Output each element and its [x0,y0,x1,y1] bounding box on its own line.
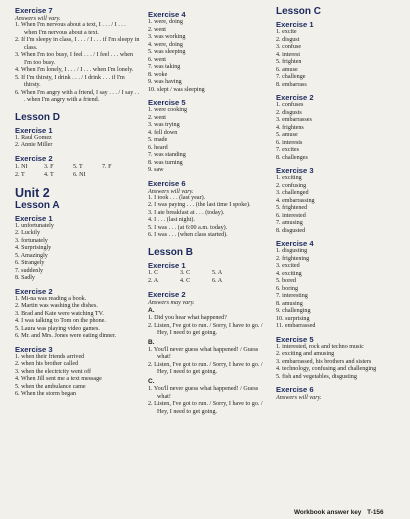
answer-item: 2. Listen, I've got to run. / Sorry, I have to go. / Hey, I need to get going. [148,361,263,376]
answer-item: 8. woke [148,71,168,78]
exercise-heading: Exercise 2 [15,153,53,163]
answer-item: 1. NI [15,163,28,170]
exercise-heading: Exercise 2 [276,93,314,102]
answer-item: 5. I was . . . (at 6:00 a.m. today). [148,224,228,231]
answer-item: 7. was standing [148,152,186,158]
answer-item: 5. Amazingly [15,252,48,259]
exercise-heading: Exercise 1 [276,20,314,29]
answer-item: 6. interests [276,139,303,146]
answer-item: 2. frightening [276,255,310,262]
answer-item: 5. A [212,269,223,276]
answer-item: 5. was sleeping [148,49,186,55]
answer-item: 3. was working [148,34,186,40]
answer-item: 2. confusing [276,182,307,189]
answer-item: 1. interested, rock and techno music [276,343,364,350]
exercise-heading: Exercise 4 [276,239,314,248]
exercise-heading: Exercise 5 [148,98,186,107]
answer-item: 4. I . . . (last night). [148,217,195,224]
answer-item: 2. Listen, I've got to run. / Sorry, I have to go. / Hey, I need to get going. [148,401,263,415]
answer-item: 6. NI [73,171,86,178]
answer-item: 9. challenging [276,308,311,314]
answer-item: 8. disgusted [276,227,306,234]
answer-item: 1. were cooking [148,107,188,113]
answer-item: 7. F [102,163,112,170]
answer-item: 1. confuses [276,102,304,108]
answer-item: 6. interested [276,212,306,219]
exercise-heading: Exercise 5 [276,334,314,344]
answer-item: 1. were, doing [148,19,183,25]
answer-item: 4. exciting [276,270,302,277]
exercise-heading: Exercise 4 [148,10,186,19]
answer-item: 4. When Jill sent me a text message [15,376,102,383]
answer-item: 6. amuse [276,66,298,73]
answer-item: 4. T [44,171,54,178]
answer-item: 2. Martin was washing the dishes. [15,303,98,310]
answer-item: 4. C [180,277,191,284]
exercise-heading: Exercise 2 [15,286,53,296]
unit-heading: Unit 2 [15,185,50,200]
answer-item: 9. saw [148,167,164,173]
lesson-heading: Lesson B [148,246,194,258]
exercise-heading: Exercise 6 [276,385,314,394]
answer-item: 1. Did you hear what happened? [148,314,227,321]
answer-item: 6. When the storm began [15,391,76,398]
answer-item: 1. exciting [276,175,302,181]
answer-item: 10. slept / was sleeping [148,86,205,93]
answer-item: 4. I was talking to Tom on the phone. [15,318,106,325]
answer-item: 4. Surprisingly [15,245,52,252]
answer-item: 5. frightened [276,205,308,211]
footer-label: Workbook answer key [294,509,362,516]
answer-item: 1. You'll never guess what happened! / Guess what! [148,386,259,400]
answer-item: 5. amuse [276,132,298,138]
answer-item: 6. heard [148,144,168,151]
answer-grid [148,270,244,286]
answer-item: 1. Raul Gomez [15,134,52,141]
answer-item: 6. Mr. and Mrs. Jones were eating dinner. [15,333,117,340]
answer-item: 6. A [212,277,223,284]
answer-item: 7. was taking [148,64,181,70]
answer-item: 5. bored [276,278,296,284]
answer-item: 1. when their friends arrived [15,353,85,360]
answer-item: 8. challenges [276,154,308,161]
answer-item: 2. went [148,26,166,33]
answer-item: 2. Annie Miller [15,142,53,149]
answer-item: 2. I was paying . . . (the last time I spoke). [148,202,251,209]
answer-item: 3. was trying [148,122,180,128]
answer-item: 9. was having [148,79,182,85]
answer-item: 3. confuse [276,44,302,50]
answer-column-3 [276,4,406,401]
lesson-heading: Lesson C [276,6,322,17]
lesson-heading: Lesson A [15,199,60,211]
answer-row [15,163,140,171]
answer-item: 1. excite [276,29,297,35]
answer-item: 7. challenge [276,74,306,80]
answer-item: 10. surprising [276,315,310,322]
answer-item: 3. fortunately [15,237,48,244]
answer-item: 5. fish and vegetables, disgusting [276,373,357,380]
answer-item: 2. disgust [276,36,300,43]
answer-item: 6. I was . . . (when class started). [148,232,228,239]
answer-item: 4. fell down [148,129,178,136]
answer-item: 5. T [73,163,83,170]
answer-item: 6. boring [276,285,299,292]
lesson-heading: Lesson D [15,111,61,123]
exercise-note: Answers will vary. [15,15,61,22]
answer-item: 3. C [180,269,191,276]
answer-item: 2. T [15,171,25,178]
exercise-heading: Exercise 1 [15,213,53,223]
page-number: T-156 [367,509,384,516]
answer-item: 2. exciting and amusing [276,351,335,357]
answer-item: 4. embarrassing [276,197,315,204]
answer-item: 5. when the ambulance came [15,383,86,390]
exercise-note: Answers will vary. [276,394,322,401]
answer-item: 1. unfortunately [15,222,54,229]
answer-item: 7. suddenly [15,267,44,274]
answer-item: 2. Luckily [15,230,41,237]
answer-item: 1. When I'm nervous about a text, I . . . / I . . . when I'm nervous about a text. [15,22,126,36]
answer-item: 5. made [148,137,168,143]
answer-item: 4. When I'm lonely, I . . . / I . . . when I'm lonely. [15,67,134,74]
exercise-heading: Exercise 1 [148,260,186,270]
answer-item: 4. frightens [276,124,304,131]
answer-column-2 [148,8,270,416]
part-letter: C. [148,378,155,386]
answer-item: 8. Sadly [15,275,35,282]
answer-item: 2. If I'm sleepy in class, I . . . / I . . . if I'm sleepy in class. [15,37,140,51]
exercise-heading: Exercise 3 [15,344,53,354]
answer-item: 2. went [148,114,166,121]
answer-item: 5. frighten [276,59,302,65]
answer-item: 8. was turning [148,159,183,166]
answer-item: 2. Listen, I've got to run. / Sorry, I have to go. / Hey, I need to get going. [148,322,263,337]
answer-item: 1. disgusting [276,248,308,254]
answer-item: 6. When I'm angry with a friend, I say . . . / I say . . . when I'm angry with a friend. [15,89,140,104]
answer-item: 3. Brad and Kate were watching TV. [15,310,104,317]
answer-item: 3. challenged [276,190,309,196]
exercise-heading: Exercise 6 [148,178,186,188]
answer-item: 3. when the electricity went off [15,368,92,375]
answer-item: 5. If I'm thirsty, I drink . . . / I drink . . . if I'm thirsty. [15,74,125,89]
answer-item: 3. embarrasses [276,117,312,123]
exercise-heading: Exercise 7 [15,6,53,15]
answer-item: 2. when his brother called [15,361,79,368]
answer-item: 7. excites [276,147,300,153]
answer-item: 5. Laura was playing video games. [15,325,100,332]
answer-item: 6. went [148,56,166,63]
answer-item: 8. embarrass [276,81,307,88]
part-letter: A. [148,306,155,314]
exercise-heading: Exercise 3 [276,166,314,175]
answer-item: 4. interest [276,51,301,58]
answer-item: 3. F [44,163,54,170]
answer-item: 3. excited [276,263,300,269]
answer-item: 1. I took . . . (last year). [148,194,206,201]
page-footer [294,509,384,516]
exercise-heading: Exercise 2 [148,289,186,299]
exercise-heading: Exercise 1 [15,125,53,135]
answer-item: 1. C [148,269,159,276]
answer-item: 4. technology, confusing and challenging [276,366,377,372]
answer-item: 7. amusing [276,220,303,226]
answer-item: 7. interesting [276,293,308,299]
answer-row [15,171,140,179]
answer-item: 1. Mi-na was reading a book. [15,295,87,302]
answer-item: 11. embarrassed [276,323,316,329]
answer-item: 4. were, doing [148,41,183,48]
answer-item: 3. I ate breakfast at . . . (today). [148,209,225,216]
answer-item: 1. You'll never guess what happened! / Guess what! [148,346,259,361]
answer-item: 8. amusing [276,300,303,307]
exercise-note: Answers may vary. [148,298,195,306]
answer-item: 3. embarrassed, his brothers and sisters [276,358,372,365]
exercise-note: Answers will vary. [148,187,194,195]
answer-item: 3. When I'm too busy, I feel . . . / I feel . . . when I'm too busy. [15,52,134,66]
answer-item: 2. A [148,277,159,284]
part-letter: B. [148,338,155,346]
answer-item: 2. disgusts [276,109,302,116]
answer-item: 6. Strangely [15,260,45,267]
answer-column-1 [15,4,140,399]
